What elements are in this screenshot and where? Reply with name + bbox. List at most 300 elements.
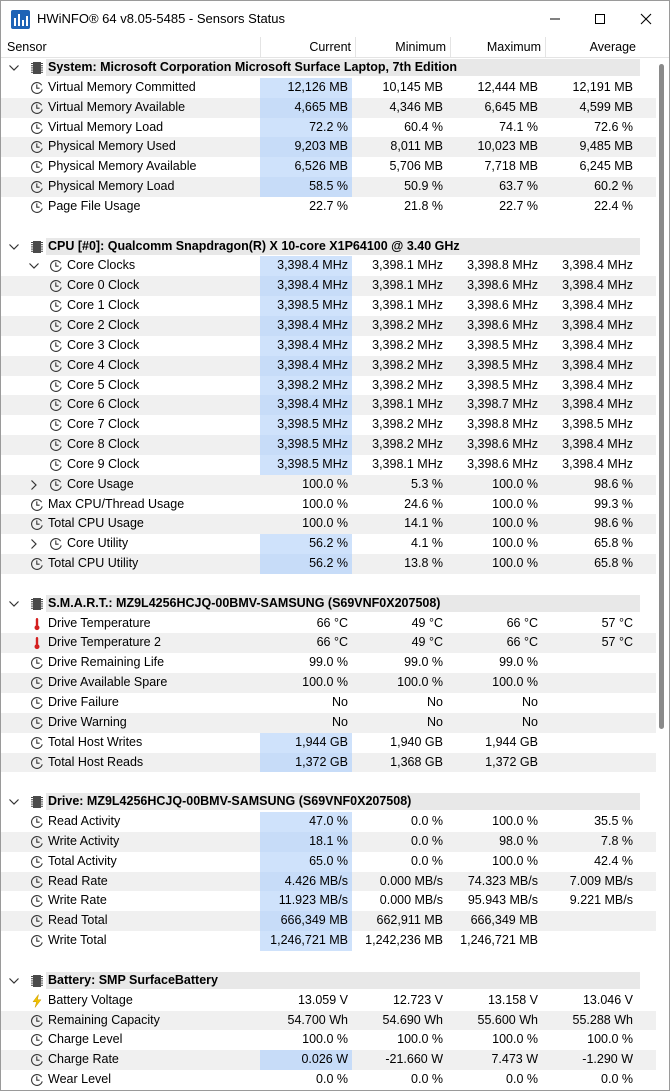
minimize-icon bbox=[549, 13, 561, 25]
close-button[interactable] bbox=[623, 1, 669, 37]
sensor-row[interactable] bbox=[1, 1070, 656, 1090]
sensor-row[interactable] bbox=[1, 356, 656, 376]
sensor-row[interactable] bbox=[1, 197, 656, 217]
minimum-value: 5,706 MB bbox=[389, 159, 443, 174]
average-value bbox=[545, 693, 637, 713]
average-value: 57 °C bbox=[601, 635, 633, 650]
clock-icon bbox=[30, 914, 44, 928]
maximum-value: 3,398.6 MHz bbox=[467, 278, 538, 293]
sensor-row[interactable] bbox=[1, 78, 656, 98]
sensor-row[interactable] bbox=[1, 534, 656, 554]
thermometer-icon bbox=[30, 617, 44, 631]
group-title: CPU [#0]: Qualcomm Snapdragon(R) X 10-core X1P64100 @ 3.40 GHz bbox=[48, 238, 460, 253]
minimum-value: 3,398.2 MHz bbox=[372, 337, 443, 352]
maximum-value: 3,398.6 MHz bbox=[467, 317, 538, 332]
average-value bbox=[545, 733, 637, 753]
group-expander-icon[interactable] bbox=[8, 975, 20, 987]
current-value: 56.2 % bbox=[260, 554, 352, 574]
sensor-row[interactable] bbox=[1, 118, 656, 138]
sensor-label: Core 3 Clock bbox=[67, 337, 140, 352]
sensor-label: Core 0 Clock bbox=[67, 278, 140, 293]
minimum-value: 0.0 % bbox=[411, 814, 443, 829]
minimum-value: 14.1 % bbox=[404, 516, 443, 531]
sensor-label: Total Host Reads bbox=[48, 754, 144, 769]
sensor-label: Core 1 Clock bbox=[67, 298, 140, 313]
sensor-row[interactable] bbox=[1, 1030, 656, 1050]
minimum-value: 100.0 % bbox=[397, 1032, 443, 1047]
sensor-row[interactable] bbox=[1, 455, 656, 475]
minimum-value: 3,398.2 MHz bbox=[372, 357, 443, 372]
current-value: 3,398.5 MHz bbox=[260, 455, 352, 475]
minimum-value: 3,398.2 MHz bbox=[372, 377, 443, 392]
title-bar[interactable] bbox=[1, 1, 669, 37]
sensor-label: Virtual Memory Committed bbox=[48, 79, 196, 94]
average-value: 0.0 % bbox=[601, 1072, 633, 1087]
maximum-value: 100.0 % bbox=[492, 814, 538, 829]
current-value: 47.0 % bbox=[260, 812, 352, 832]
current-value: 18.1 % bbox=[260, 832, 352, 852]
sensor-label: Max CPU/Thread Usage bbox=[48, 496, 185, 511]
sensor-label: Total Activity bbox=[48, 853, 117, 868]
average-value: 42.4 % bbox=[594, 853, 633, 868]
group-expander-icon[interactable] bbox=[8, 241, 20, 253]
sensor-row[interactable] bbox=[1, 435, 656, 455]
sensor-label: Read Rate bbox=[48, 873, 108, 888]
sensor-row[interactable] bbox=[1, 891, 656, 911]
group-spacer bbox=[1, 951, 656, 971]
minimum-value: 662,911 MB bbox=[376, 913, 443, 928]
sensor-row[interactable] bbox=[1, 931, 656, 951]
row-expand-icon[interactable] bbox=[28, 538, 40, 550]
sensor-row[interactable] bbox=[1, 177, 656, 197]
current-value: 54.700 Wh bbox=[287, 1012, 348, 1027]
sensor-label: Core 6 Clock bbox=[67, 397, 140, 412]
clock-icon bbox=[30, 855, 44, 869]
clock-icon bbox=[30, 1053, 44, 1067]
maximum-value: 1,246,721 MB bbox=[460, 933, 538, 948]
average-value: 7.009 MB/s bbox=[569, 873, 633, 888]
clock-icon bbox=[49, 418, 63, 432]
maximum-value: 22.7 % bbox=[499, 198, 538, 213]
sensor-row[interactable] bbox=[1, 832, 656, 852]
current-value: 99.0 % bbox=[309, 655, 348, 670]
sensor-row[interactable] bbox=[1, 991, 656, 1011]
clock-icon bbox=[30, 180, 44, 194]
average-value: 72.6 % bbox=[594, 119, 633, 134]
sensor-label: Core Utility bbox=[67, 536, 129, 551]
sensor-label: Battery Voltage bbox=[48, 992, 133, 1007]
sensor-label: Wear Level bbox=[48, 1072, 111, 1087]
vertical-scrollbar[interactable] bbox=[656, 58, 669, 1090]
minimum-value: 0.0 % bbox=[411, 1072, 443, 1087]
column-minimum[interactable]: Minimum bbox=[356, 37, 451, 57]
average-value bbox=[545, 673, 637, 693]
minimum-value: 10,145 MB bbox=[382, 79, 443, 94]
sensor-row[interactable] bbox=[1, 157, 656, 177]
maximum-value: 3,398.8 MHz bbox=[467, 417, 538, 432]
average-value: 65.8 % bbox=[594, 536, 633, 551]
minimum-value: 4.1 % bbox=[411, 536, 443, 551]
sensor-label: Core 7 Clock bbox=[67, 417, 140, 432]
sensor-row[interactable] bbox=[1, 376, 656, 396]
maximum-value: 100.0 % bbox=[492, 1032, 538, 1047]
sensor-row[interactable] bbox=[1, 614, 656, 634]
sensor-label: Total CPU Usage bbox=[48, 516, 144, 531]
average-value: 3,398.4 MHz bbox=[562, 317, 633, 332]
clock-icon bbox=[30, 121, 44, 135]
average-value: 3,398.4 MHz bbox=[562, 337, 633, 352]
average-value: 3,398.4 MHz bbox=[562, 437, 633, 452]
maximum-value: 3,398.6 MHz bbox=[467, 456, 538, 471]
clock-icon bbox=[49, 279, 63, 293]
sensor-label: Virtual Memory Load bbox=[48, 119, 164, 134]
clock-icon bbox=[49, 537, 63, 551]
chip-icon bbox=[31, 795, 43, 809]
sensor-label: Core 9 Clock bbox=[67, 456, 140, 471]
current-value: 1,372 GB bbox=[260, 753, 352, 773]
group-title: Battery: SMP SurfaceBattery bbox=[48, 972, 218, 987]
sensor-row[interactable] bbox=[1, 415, 656, 435]
clock-icon bbox=[30, 1014, 44, 1028]
sensor-row[interactable] bbox=[1, 753, 656, 773]
sensor-label: Physical Memory Load bbox=[48, 179, 175, 194]
minimum-value: 3,398.2 MHz bbox=[372, 437, 443, 452]
scrollbar-thumb[interactable] bbox=[659, 64, 664, 729]
sensor-row[interactable] bbox=[1, 633, 656, 653]
average-value: 22.4 % bbox=[594, 198, 633, 213]
minimum-value: 49 °C bbox=[411, 615, 443, 630]
minimum-value: 54.690 Wh bbox=[382, 1012, 443, 1027]
sensor-list bbox=[1, 58, 656, 1090]
average-value bbox=[545, 911, 637, 931]
average-value bbox=[545, 931, 637, 951]
sensor-row[interactable] bbox=[1, 1011, 656, 1031]
sensor-label: Write Rate bbox=[48, 893, 107, 908]
clock-icon bbox=[30, 160, 44, 174]
maximum-value: 74.323 MB/s bbox=[467, 873, 538, 888]
hwinfo-app-icon bbox=[11, 10, 30, 29]
minimum-value: 49 °C bbox=[411, 635, 443, 650]
average-value: 3,398.4 MHz bbox=[562, 377, 633, 392]
maximum-value: 99.0 % bbox=[499, 655, 538, 670]
clock-icon bbox=[49, 478, 63, 492]
chip-icon bbox=[31, 240, 43, 254]
clock-icon bbox=[30, 736, 44, 750]
sensor-row[interactable] bbox=[1, 733, 656, 753]
maximum-value: 12,444 MB bbox=[477, 79, 538, 94]
maximum-value: 10,023 MB bbox=[477, 139, 538, 154]
sensor-label: Drive Temperature 2 bbox=[48, 635, 162, 650]
current-value: 3,398.4 MHz bbox=[260, 316, 352, 336]
average-value bbox=[545, 713, 637, 733]
group-title: S.M.A.R.T.: MZ9L4256HCJQ-00BMV-SAMSUNG (S69VNF0X207508) bbox=[48, 595, 441, 610]
clock-icon bbox=[30, 1073, 44, 1087]
sensor-row[interactable] bbox=[1, 1050, 656, 1070]
lightning-icon bbox=[30, 994, 44, 1008]
minimum-value: 99.0 % bbox=[404, 655, 443, 670]
minimum-value: 12.723 V bbox=[392, 992, 443, 1007]
sensor-row[interactable] bbox=[1, 137, 656, 157]
sensor-label: Drive Failure bbox=[48, 695, 119, 709]
sensor-label: Core 4 Clock bbox=[67, 357, 140, 372]
current-value: 13.059 V bbox=[297, 992, 348, 1007]
average-value: 3,398.5 MHz bbox=[562, 417, 633, 432]
current-value: 3,398.4 MHz bbox=[260, 395, 352, 415]
minimum-value: 50.9 % bbox=[404, 179, 443, 194]
maximum-value: 3,398.8 MHz bbox=[467, 258, 538, 273]
minimum-value: 3,398.1 MHz bbox=[372, 298, 443, 313]
sensor-label: Remaining Capacity bbox=[48, 1012, 160, 1027]
maximum-value: 7,718 MB bbox=[484, 159, 538, 174]
window-title: HWiNFO® 64 v8.05-5485 - Sensors Status bbox=[37, 11, 286, 26]
current-value: 12,126 MB bbox=[260, 78, 352, 98]
maximum-value: 66 °C bbox=[506, 615, 538, 630]
sensor-row[interactable] bbox=[1, 673, 656, 693]
sensor-label: Charge Level bbox=[48, 1032, 123, 1047]
average-value bbox=[545, 653, 637, 673]
current-value: 100.0 % bbox=[302, 675, 348, 690]
minimum-value: 5.3 % bbox=[411, 476, 443, 491]
maximum-value: 7.473 W bbox=[491, 1052, 538, 1067]
minimum-value: 24.6 % bbox=[404, 496, 443, 511]
chip-icon bbox=[31, 597, 43, 611]
minimum-value: 3,398.1 MHz bbox=[372, 456, 443, 471]
sensor-row[interactable] bbox=[1, 554, 656, 574]
minimize-button[interactable] bbox=[532, 1, 578, 37]
minimum-value: -21.660 W bbox=[385, 1052, 443, 1067]
current-value: 66 °C bbox=[316, 635, 348, 650]
clock-icon bbox=[30, 894, 44, 908]
maximum-value: No bbox=[522, 695, 538, 709]
current-value: 65.0 % bbox=[260, 852, 352, 872]
sensor-row[interactable] bbox=[1, 475, 656, 495]
maximum-value: 100.0 % bbox=[492, 496, 538, 511]
average-value: 6,245 MB bbox=[579, 159, 633, 174]
sensor-row[interactable] bbox=[1, 336, 656, 356]
clock-icon bbox=[30, 934, 44, 948]
clock-icon bbox=[30, 676, 44, 690]
average-value: 3,398.4 MHz bbox=[562, 397, 633, 412]
row-expand-icon[interactable] bbox=[28, 479, 40, 491]
minimum-value: 0.000 MB/s bbox=[379, 893, 443, 908]
sensor-row[interactable] bbox=[1, 395, 656, 415]
maximum-value: 13.158 V bbox=[487, 992, 538, 1007]
clock-icon bbox=[30, 140, 44, 154]
group-expander-icon[interactable] bbox=[8, 62, 20, 74]
sensor-label: Physical Memory Available bbox=[48, 159, 197, 174]
clock-icon bbox=[49, 259, 63, 273]
maximum-value: 1,944 GB bbox=[485, 734, 538, 749]
average-value: 57 °C bbox=[601, 615, 633, 630]
current-value: 666,349 MB bbox=[260, 911, 352, 931]
average-value: 99.3 % bbox=[594, 496, 633, 511]
average-value: 7.8 % bbox=[601, 833, 633, 848]
maximum-value: 3,398.5 MHz bbox=[467, 337, 538, 352]
clock-icon bbox=[30, 656, 44, 670]
current-value: 58.5 % bbox=[260, 177, 352, 197]
sensor-row[interactable] bbox=[1, 256, 656, 276]
minimum-value: 0.0 % bbox=[411, 833, 443, 848]
clock-icon bbox=[30, 498, 44, 512]
clock-icon bbox=[30, 716, 44, 730]
column-header bbox=[1, 37, 669, 58]
sensor-label: Core 5 Clock bbox=[67, 377, 140, 392]
group-expander-icon[interactable] bbox=[8, 796, 20, 808]
sensor-label: Physical Memory Used bbox=[48, 139, 176, 154]
thermometer-icon bbox=[30, 636, 44, 650]
sensor-group-header[interactable] bbox=[1, 237, 656, 257]
current-value: 4.426 MB/s bbox=[260, 872, 352, 892]
sensor-label: Drive Remaining Life bbox=[48, 655, 165, 670]
minimum-value: No bbox=[427, 714, 443, 729]
current-value: 3,398.5 MHz bbox=[260, 435, 352, 455]
minimum-value: 1,242,236 MB bbox=[365, 933, 443, 948]
average-value: 3,398.4 MHz bbox=[562, 357, 633, 372]
sensor-label: Page File Usage bbox=[48, 198, 141, 213]
sensor-row[interactable] bbox=[1, 653, 656, 673]
clock-icon bbox=[30, 517, 44, 531]
sensor-label: Core Usage bbox=[67, 476, 134, 491]
sensor-row[interactable] bbox=[1, 98, 656, 118]
column-current[interactable]: Current bbox=[261, 37, 356, 57]
clock-icon bbox=[49, 398, 63, 412]
average-value: -1.290 W bbox=[582, 1052, 633, 1067]
sensor-row[interactable] bbox=[1, 296, 656, 316]
minimum-value: 8,011 MB bbox=[390, 139, 443, 154]
sensor-label: Core 8 Clock bbox=[67, 437, 140, 452]
maximum-value: 3,398.5 MHz bbox=[467, 357, 538, 372]
maximum-value: 3,398.5 MHz bbox=[467, 377, 538, 392]
sensor-row[interactable] bbox=[1, 713, 656, 733]
sensor-label: Write Total bbox=[48, 933, 107, 948]
sensor-label: Charge Rate bbox=[48, 1052, 119, 1067]
clock-icon bbox=[49, 438, 63, 452]
sensor-label: Read Total bbox=[48, 913, 108, 928]
average-value: 3,398.4 MHz bbox=[562, 456, 633, 471]
maximum-value: 100.0 % bbox=[492, 675, 538, 690]
column-maximum[interactable]: Maximum bbox=[451, 37, 546, 57]
group-spacer bbox=[1, 574, 656, 594]
sensor-label: Read Activity bbox=[48, 814, 121, 829]
maximize-icon bbox=[594, 13, 606, 25]
maximize-button[interactable] bbox=[577, 1, 623, 37]
average-value: 65.8 % bbox=[594, 556, 633, 571]
clock-icon bbox=[30, 815, 44, 829]
sensor-row[interactable] bbox=[1, 316, 656, 336]
current-value: 3,398.4 MHz bbox=[260, 256, 352, 276]
maximum-value: 55.600 Wh bbox=[477, 1012, 538, 1027]
sensor-row[interactable] bbox=[1, 852, 656, 872]
sensor-row[interactable] bbox=[1, 276, 656, 296]
minimum-value: 3,398.1 MHz bbox=[372, 397, 443, 412]
average-value: 35.5 % bbox=[594, 814, 633, 829]
average-value bbox=[545, 753, 637, 773]
maximum-value: 98.0 % bbox=[499, 833, 538, 848]
minimum-value: 3,398.2 MHz bbox=[372, 417, 443, 432]
average-value: 12,191 MB bbox=[572, 79, 633, 94]
clock-icon bbox=[49, 359, 63, 373]
sensor-group-header[interactable] bbox=[1, 58, 656, 78]
current-value: 66 °C bbox=[316, 615, 348, 630]
average-value: 100.0 % bbox=[587, 1032, 633, 1047]
minimum-value: 21.8 % bbox=[404, 198, 443, 213]
current-value: 3,398.5 MHz bbox=[260, 415, 352, 435]
minimum-value: 3,398.1 MHz bbox=[372, 278, 443, 293]
column-average[interactable]: Average bbox=[589, 40, 636, 54]
minimum-value: 1,940 GB bbox=[390, 734, 443, 749]
sensor-label: Total Host Writes bbox=[48, 734, 143, 749]
current-value: 4,665 MB bbox=[260, 98, 352, 118]
average-value: 98.6 % bbox=[594, 516, 633, 531]
column-sensor[interactable]: Sensor bbox=[1, 37, 261, 57]
maximum-value: 1,372 GB bbox=[485, 754, 538, 769]
minimum-value: 0.000 MB/s bbox=[379, 873, 443, 888]
sensor-row[interactable] bbox=[1, 495, 656, 515]
sensor-label: Drive Temperature bbox=[48, 615, 151, 630]
current-value: 0.0 % bbox=[316, 1072, 348, 1087]
sensor-label: Virtual Memory Available bbox=[48, 99, 186, 114]
maximum-value: 666,349 MB bbox=[470, 913, 538, 928]
current-value: 1,246,721 MB bbox=[260, 931, 352, 951]
sensor-group-header[interactable] bbox=[1, 971, 656, 991]
clock-icon bbox=[30, 835, 44, 849]
sensor-row[interactable] bbox=[1, 812, 656, 832]
current-value: 56.2 % bbox=[260, 534, 352, 554]
group-spacer bbox=[1, 772, 656, 792]
sensor-row[interactable] bbox=[1, 872, 656, 892]
current-value: No bbox=[332, 714, 348, 729]
sensor-row[interactable] bbox=[1, 514, 656, 534]
maximum-value: 6,645 MB bbox=[484, 99, 538, 114]
minimum-value: 3,398.2 MHz bbox=[372, 317, 443, 332]
average-value: 55.288 Wh bbox=[572, 1012, 633, 1027]
current-value: 0.026 W bbox=[260, 1050, 352, 1070]
sensor-group-header[interactable] bbox=[1, 792, 656, 812]
current-value: 11.923 MB/s bbox=[260, 891, 352, 911]
sensor-label: Write Activity bbox=[48, 833, 120, 848]
group-title: System: Microsoft Corporation Microsoft Surface Laptop, 7th Edition bbox=[48, 60, 458, 74]
current-value: 9,203 MB bbox=[260, 137, 352, 157]
clock-icon bbox=[49, 339, 63, 353]
current-value: No bbox=[332, 695, 348, 709]
average-value: 98.6 % bbox=[594, 476, 633, 491]
sensor-group-header[interactable] bbox=[1, 594, 656, 614]
maximum-value: 63.7 % bbox=[499, 179, 538, 194]
minimum-value: 0.0 % bbox=[411, 853, 443, 868]
sensor-label: Drive Warning bbox=[48, 714, 127, 729]
sensor-row[interactable] bbox=[1, 911, 656, 931]
clock-icon bbox=[30, 200, 44, 214]
maximum-value: 74.1 % bbox=[499, 119, 538, 134]
average-value: 60.2 % bbox=[594, 179, 633, 194]
clock-icon bbox=[49, 299, 63, 313]
current-value: 1,944 GB bbox=[260, 733, 352, 753]
clock-icon bbox=[30, 101, 44, 115]
group-expander-icon[interactable] bbox=[8, 598, 20, 610]
sensor-row[interactable] bbox=[1, 693, 656, 713]
minimum-value: 3,398.1 MHz bbox=[372, 258, 443, 273]
minimum-value: 13.8 % bbox=[404, 556, 443, 571]
row-collapse-icon[interactable] bbox=[28, 260, 40, 272]
average-value: 9,485 MB bbox=[579, 139, 633, 154]
maximum-value: 3,398.6 MHz bbox=[467, 437, 538, 452]
clock-icon bbox=[30, 875, 44, 889]
clock-icon bbox=[30, 557, 44, 571]
average-value: 3,398.4 MHz bbox=[562, 258, 633, 273]
current-value: 3,398.5 MHz bbox=[260, 296, 352, 316]
minimum-value: 1,368 GB bbox=[390, 754, 443, 769]
sensor-label: Drive Available Spare bbox=[48, 675, 168, 690]
